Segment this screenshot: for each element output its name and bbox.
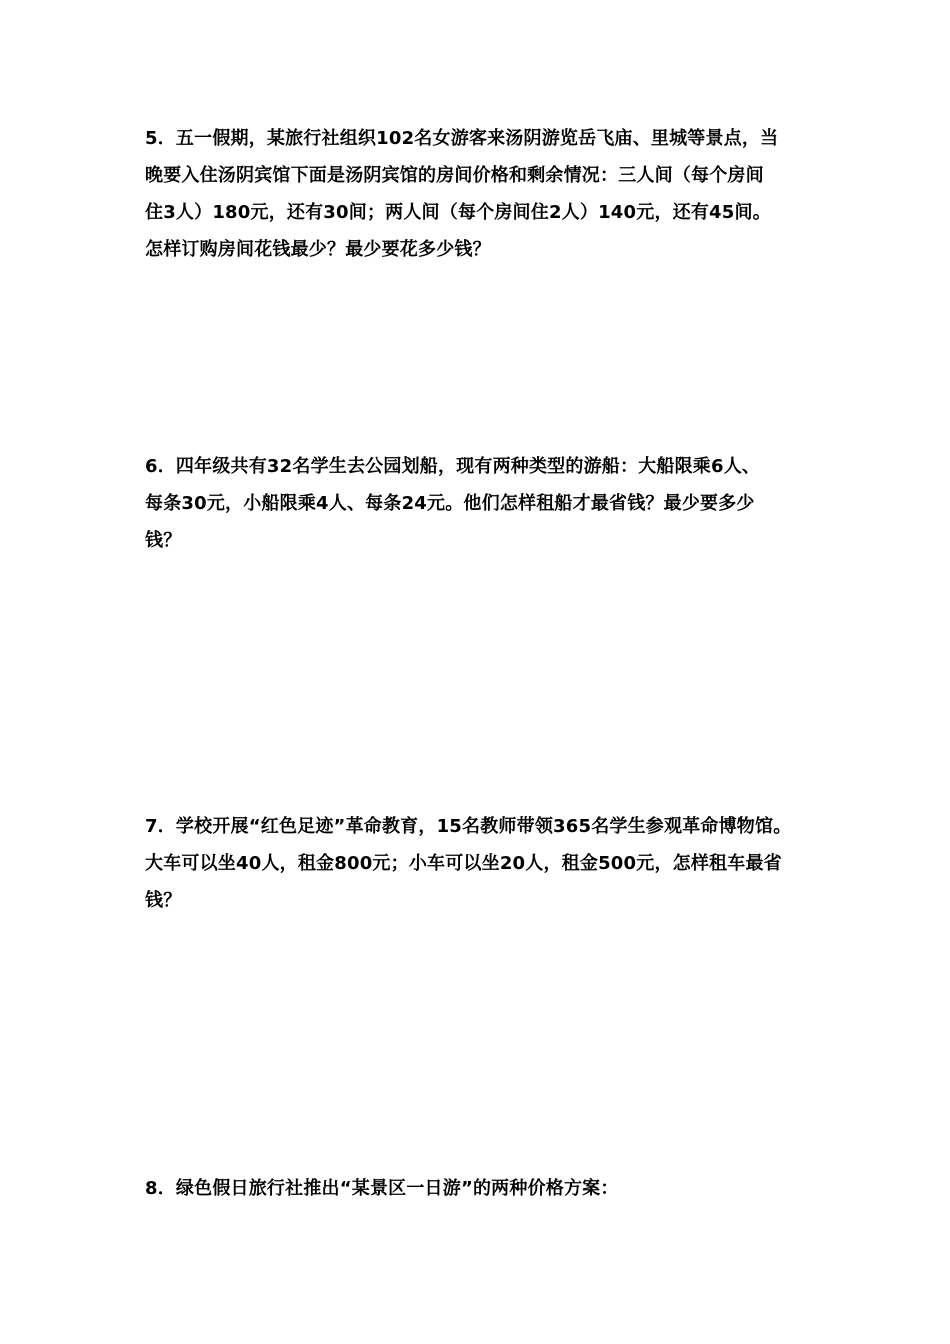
problem-7-line-2: 大车可以坐40人，租金800元；小车可以坐20人，租金500元，怎样租车最省	[145, 853, 782, 874]
problem-6-line-2: 每条30元，小船限乘4人、每条24元。他们怎样租船才最省钱？最少要多少	[145, 493, 755, 514]
problem-5-line-3: 住3人）180元，还有30间；两人间（每个房间住2人）140元，还有45间。	[145, 202, 771, 223]
problem-7-line-1: 7．学校开展“红色足迹”革命教育，15名教师带领365名学生参观革命博物馆。	[145, 816, 792, 837]
problem-5-line-2: 晚要入住汤阴宾馆下面是汤阴宾馆的房间价格和剩余情况：三人间（每个房间	[145, 165, 764, 186]
problem-7-line-3: 钱？	[145, 890, 182, 911]
problem-6-line-3: 钱？	[145, 530, 182, 551]
problem-5-line-1: 5．五一假期，某旅行社组织102名女游客来汤阴游览岳飞庙、里城等景点，当	[145, 128, 779, 149]
problem-6-line-1: 6．四年级共有32名学生去公园划船，现有两种类型的游船：大船限乘6人、	[145, 456, 761, 477]
problem-5-line-4: 怎样订购房间花钱最少？最少要花多少钱？	[145, 239, 491, 260]
problem-8-line-1: 8．绿色假日旅行社推出“某景区一日游”的两种价格方案：	[145, 1178, 619, 1199]
